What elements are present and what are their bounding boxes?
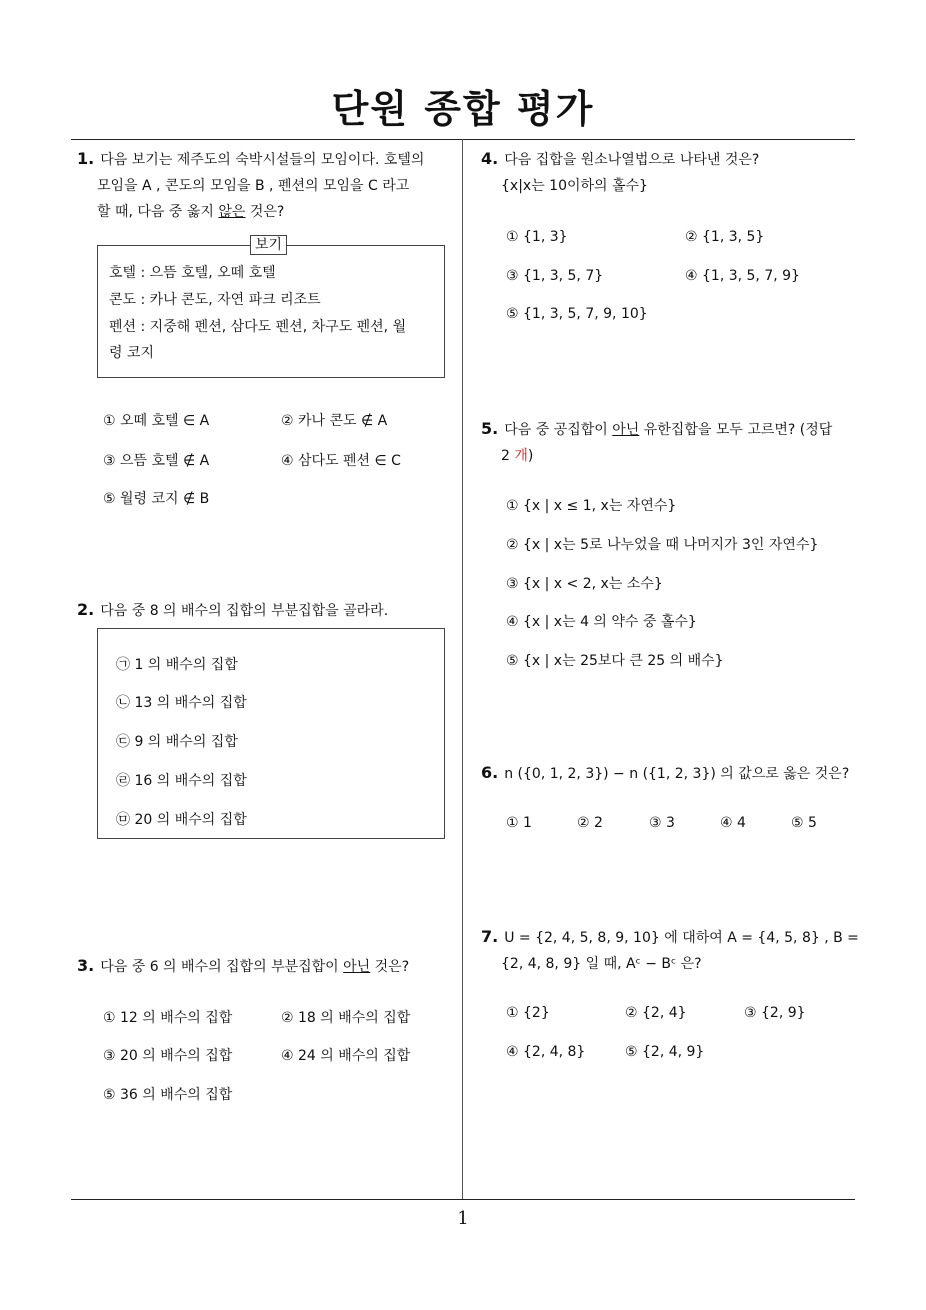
page-title: 단원 종합 평가 <box>331 87 595 131</box>
answer-option[interactable]: ④ {2, 4, 8} <box>506 1044 586 1060</box>
question-number: 4. <box>481 149 499 168</box>
question-text: U = {2, 4, 5, 8, 9, 10} 에 대하여 A = {4, 5, 8} , B = <box>504 930 859 946</box>
box-line: 령 코지 <box>109 345 155 361</box>
list-item: ㉢ 9 의 배수의 집합 <box>116 734 238 750</box>
question-text: 2 개) <box>501 448 534 464</box>
list-item: ㉤ 20 의 배수의 집합 <box>116 812 247 828</box>
answer-option[interactable]: ① {1, 3} <box>506 229 568 245</box>
answer-option[interactable]: ④ {x | x는 4 의 약수 중 홀수} <box>506 614 697 630</box>
answer-option[interactable]: ② 카나 콘도 ∉ A <box>281 413 388 429</box>
answer-option[interactable]: ② {x | x는 5로 나누었을 때 나머지가 3인 자연수} <box>506 537 819 553</box>
question-number: 7. <box>481 927 499 946</box>
question-text: 다음 보기는 제주도의 숙박시설들의 모임이다. 호텔의 <box>100 152 425 168</box>
question-text: 다음 중 공집합이 아닌 유한집합을 모두 고르면? (정답 <box>504 422 833 438</box>
question-text: 다음 중 8 의 배수의 집합의 부분집합을 골라라. <box>100 603 389 619</box>
question-text: 모임을 A , 콘도의 모임을 B , 펜션의 모임을 C 라고 <box>97 178 410 194</box>
answer-option[interactable]: ① 오떼 호텔 ∈ A <box>103 413 210 429</box>
column-divider <box>462 139 463 1200</box>
question-6 <box>481 760 849 787</box>
answer-option[interactable]: ⑤ {1, 3, 5, 7, 9, 10} <box>506 306 648 322</box>
header-rule <box>71 139 855 140</box>
answer-option[interactable]: ④ 24 의 배수의 집합 <box>281 1048 411 1064</box>
answer-option[interactable]: ② {1, 3, 5} <box>685 229 765 245</box>
answer-option[interactable]: ③ {x | x < 2, x는 소수} <box>506 576 663 592</box>
answer-option[interactable]: ⑤ 월령 코지 ∉ B <box>103 491 210 507</box>
answer-option[interactable]: ④ 삼다도 펜션 ∈ C <box>281 453 401 469</box>
question-number: 6. <box>481 763 499 782</box>
question-number: 1. <box>77 149 95 168</box>
question-number: 2. <box>77 600 95 619</box>
answer-option[interactable]: ⑤ {x | x는 25보다 큰 25 의 배수} <box>506 653 724 669</box>
box-line: 펜션 : 지중해 펜션, 삼다도 펜션, 차구도 펜션, 월 <box>109 319 407 335</box>
question-text: 할 때, 다음 중 옳지 않은 것은? <box>97 204 285 220</box>
question-1 <box>77 146 462 225</box>
question-3 <box>77 953 409 980</box>
question-2 <box>77 597 388 624</box>
question-text: 다음 중 6 의 배수의 집합의 부분집합이 아닌 것은? <box>100 959 410 975</box>
box-line: 호텔 : 으뜸 호텔, 오떼 호텔 <box>109 265 276 281</box>
question-4 <box>481 146 861 199</box>
answer-option[interactable]: ③ {1, 3, 5, 7} <box>506 268 604 284</box>
box-line: 콘도 : 카나 콘도, 자연 파크 리조트 <box>109 292 321 308</box>
list-item: ㉡ 13 의 배수의 집합 <box>116 695 247 711</box>
list-item: ㉣ 16 의 배수의 집합 <box>116 773 247 789</box>
page-number: 1 <box>457 1208 469 1229</box>
answer-option[interactable]: ① {x | x ≤ 1, x는 자연수} <box>506 498 677 514</box>
answer-option[interactable]: ① 1 <box>506 815 532 831</box>
answer-option[interactable]: ② {2, 4} <box>625 1005 687 1021</box>
answer-option[interactable]: ② 2 <box>577 815 603 831</box>
answer-option[interactable]: ⑤ {2, 4, 9} <box>625 1044 705 1060</box>
question-text: n ({0, 1, 2, 3}) − n ({1, 2, 3}) 의 값으로 옳은 것은? <box>504 766 850 782</box>
question-7 <box>481 924 861 977</box>
question-5 <box>481 416 861 469</box>
answer-option[interactable]: ③ {2, 9} <box>744 1005 806 1021</box>
answer-option[interactable]: ① 12 의 배수의 집합 <box>103 1010 233 1026</box>
set-expression: {x|x는 10이하의 홀수} <box>501 178 648 194</box>
answer-option[interactable]: ⑤ 36 의 배수의 집합 <box>103 1087 233 1103</box>
answer-option[interactable]: ⑤ 5 <box>791 815 817 831</box>
example-box-label: 보기 <box>250 235 287 255</box>
answer-option[interactable]: ① {2} <box>506 1005 550 1021</box>
question-number: 5. <box>481 419 499 438</box>
answer-option[interactable]: ④ {1, 3, 5, 7, 9} <box>685 268 800 284</box>
question-text: {2, 4, 8, 9} 일 때, Aᶜ − Bᶜ 은? <box>501 956 702 972</box>
answer-option[interactable]: ③ 으뜸 호텔 ∉ A <box>103 453 210 469</box>
answer-option[interactable]: ④ 4 <box>720 815 746 831</box>
question-number: 3. <box>77 956 95 975</box>
answer-option[interactable]: ③ 20 의 배수의 집합 <box>103 1048 233 1064</box>
question-text: 다음 집합을 원소나열법으로 나타낸 것은? <box>504 152 760 168</box>
answer-option[interactable]: ② 18 의 배수의 집합 <box>281 1010 411 1026</box>
answer-option[interactable]: ③ 3 <box>649 815 675 831</box>
list-item: ㉠ 1 의 배수의 집합 <box>116 657 238 673</box>
footer-rule <box>71 1199 855 1200</box>
